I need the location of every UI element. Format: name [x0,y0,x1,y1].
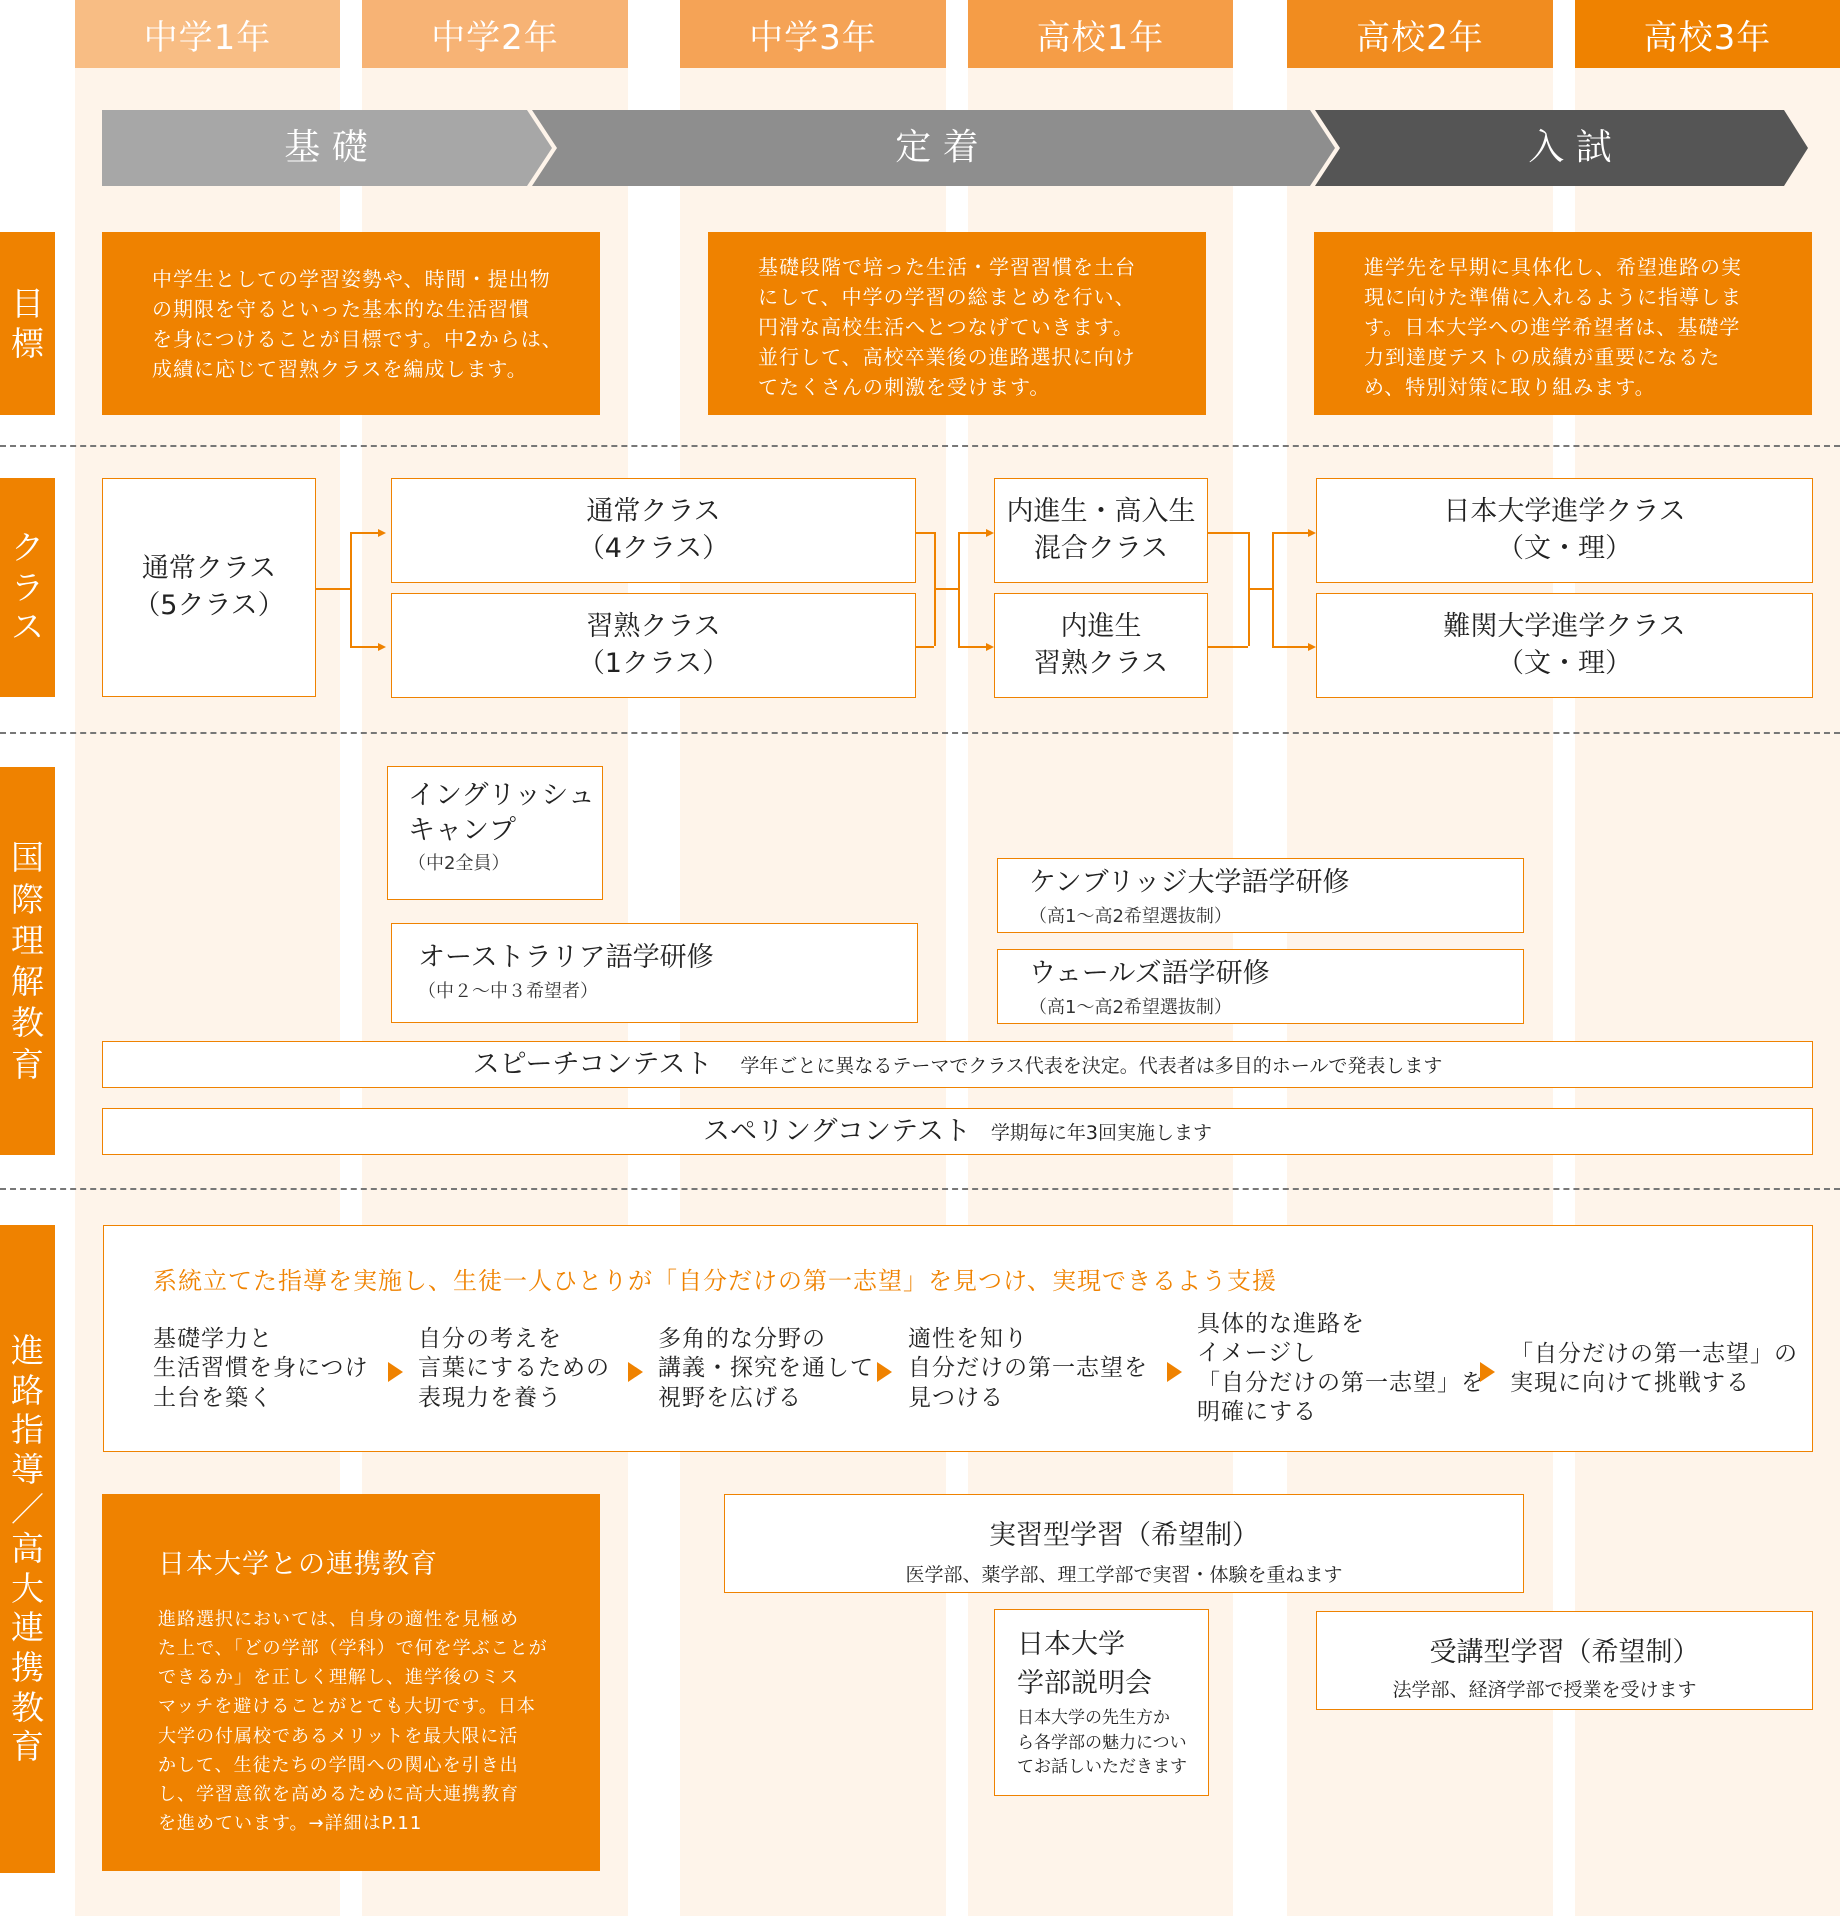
class-c1-line1: 通常クラス [141,553,277,585]
class-c2b-line1: 習熟クラス [586,611,721,643]
intl-australia-title: オーストラリア語学研修 [418,942,714,973]
category-goal: 目 標 [0,232,55,415]
intl-cambridge-box [997,858,1524,933]
step-arrow-2 [628,1362,643,1382]
lecture-box [1316,1611,1813,1710]
intl-speech-desc: 学年ごとに異なるテーマでクラス代表を決定。代表者は多目的ホールで発表します [740,1055,1443,1077]
intl-speech-title: スピーチコンテスト [472,1048,713,1080]
practical-box [724,1494,1524,1593]
connector-c3-out-bot [1208,646,1248,648]
career-headline: 系統立てた指導を実施し、生徒一人ひとりが「自分だけの第一志望」を見つけ、実現できるよう支援 [153,1267,1278,1295]
class-box-c4a [1316,478,1813,583]
step-arrow-1 [388,1362,403,1382]
class-box-c3a [994,478,1208,583]
year-header-1: 中学1年 [75,0,340,68]
intl-camp-sub: （中2全員） [408,853,510,875]
phase-kiso-label: 基 礎 [284,127,368,168]
connector-c2-bot [916,646,934,648]
category-career: 進 路 指 導 ／ 高 大 連 携 教 育 [0,1225,55,1873]
class-c3b-line1: 内進生 [1060,611,1142,643]
intl-cambridge-sub: （高1～高2希望選抜制） [1029,906,1232,928]
arrow-c3b [986,643,994,651]
phase-teichaku-label: 定 着 [895,127,979,168]
goal-teichaku: 基礎段階で培った生活・学習習慣を土台 にして、中学の学習の総まとめを行い、 円滑な高校生活へとつなげていきます。 並行して、高校卒業後の進路選択に向け てたくさんの刺激を受けます。 [708,232,1206,415]
step-arrow-4 [1167,1362,1182,1382]
class-c2a-line2: （4クラス） [577,532,730,564]
connector-c1-out [316,588,350,590]
nichidai-box [102,1494,600,1871]
category-intl: 国 際 理 解 教 育 [0,767,55,1155]
connector-c3-out-mid [1248,588,1272,590]
nichidai-title: 日本大学との連携教育 [158,1549,438,1580]
career-step-5: 具体的な進路を イメージし 「自分だけの第一志望」を 明確にする [1197,1311,1485,1426]
arrow-c2b [378,643,386,651]
class-box-c4b [1316,593,1813,698]
career-step-6: 「自分だけの第一志望」の 実現に向けて挑戦する [1510,1341,1798,1397]
connector-c4b-entry [1272,646,1308,648]
connector-c3-vert [958,532,960,646]
briefing-title2: 学部説明会 [1017,1668,1152,1699]
intl-cambridge-title: ケンブリッジ大学語学研修 [1029,867,1350,898]
intl-camp-title2: キャンプ [408,815,516,847]
class-c3a-line1: 内進生・高入生 [1006,496,1196,528]
connector-c2-mid [934,588,958,590]
career-step-2: 自分の考えを 言葉にするための 表現力を養う [418,1326,610,1411]
class-c3a-line2: 混合クラス [1033,532,1169,564]
intl-speech-box [102,1041,1813,1088]
class-box-c2b [391,593,916,698]
lecture-sub: 法学部、経済学部で授業を受けます [1392,1679,1697,1701]
category-class: ク ラ ス [0,478,55,697]
phase-arrows [0,108,1840,188]
class-c4b-line2: （文・理） [1497,647,1632,679]
phase-nyushi-label: 入 試 [1528,127,1612,168]
class-box-c1 [102,478,316,697]
arrow-c4a [1308,529,1316,537]
arrow-c2a [378,529,386,537]
goal-nyushi: 進学先を早期に具体化し、希望進路の実 現に向けた準備に入れるように指導しま す。日本大学への進学希望者は、基礎学 力到達度テストの成績が重要になるた め、特別対策に取り組みます。 [1314,232,1812,415]
career-step-3: 多角的な分野の 講義・探究を通して 視野を広げる [658,1326,874,1411]
career-step-1: 基礎学力と 生活習慣を身につけ 土台を築く [153,1326,369,1411]
class-c4a-line1: 日本大学進学クラス [1443,496,1686,528]
year-header-5: 高校2年 [1287,0,1553,68]
connector-c3b-entry [958,646,986,648]
nichidai-body: 進路選択においては、自身の適性を見極め た上で、「どの学部（学科）で何を学ぶことが できるか」を正しく理解し、進学後のミス マッチを避けることがとても大切です。日本 大学の付属校であるメリットを最大限に活 かして、生徒たちの学問への関心を引き出 し、学習意欲を高めるために高大連携教育 を進めています。→詳細はP.11 [158,1609,548,1835]
connector-c1-top [350,532,378,534]
year-header-6: 高校3年 [1575,0,1840,68]
practical-sub: 医学部、薬学部、理工学部で実習・体験を重ねます [905,1564,1343,1586]
lecture-title: 受講型学習（希望制） [1429,1637,1700,1668]
intl-australia-box [391,923,918,1023]
intl-spelling-box [102,1108,1813,1155]
class-box-c3b [994,593,1208,698]
intl-spelling-title: スペリングコンテスト [703,1115,971,1147]
briefing-body: 日本大学の先生方か ら各学部の魅力につい てお話しいただきます [1017,1708,1187,1778]
intl-spelling-desc: 学期毎に年3回実施します [990,1122,1212,1144]
connector-c2-top [916,532,934,534]
career-step-4: 適性を知り 自分だけの第一志望を 見つける [908,1326,1148,1411]
goal-kiso: 中学生としての学習姿勢や、時間・提出物 の期限を守るといった基本的な生活習慣 を身につけることが目標です。中2からは、 成績に応じて習熟クラスを編成します。 [102,232,600,415]
practical-title: 実習型学習（希望制） [989,1520,1259,1551]
connector-c4-vert [1272,532,1274,646]
connector-c1-vert [350,532,352,646]
intl-wales-title: ウェールズ語学研修 [1029,958,1270,989]
year-header-2: 中学2年 [362,0,628,68]
connector-c3a-entry [958,532,986,534]
intl-camp-title1: イングリッシュ [408,780,595,811]
intl-australia-sub: （中２～中３希望者） [418,981,598,1003]
class-c3b-line2: 習熟クラス [1033,647,1169,679]
connector-c1-bot [350,646,378,648]
separator-2 [0,732,1840,734]
class-c4b-line1: 難関大学進学クラス [1443,611,1686,643]
class-c1-line2: （5クラス） [133,589,285,621]
intl-wales-sub: （高1～高2希望選抜制） [1029,997,1232,1019]
step-arrow-3 [877,1362,892,1382]
intl-camp-box [387,766,603,900]
arrow-c3a [986,529,994,537]
step-arrow-5 [1480,1362,1495,1382]
year-header-3: 中学3年 [680,0,946,68]
connector-c3-out-top [1208,532,1248,534]
class-c2b-line2: （1クラス） [577,647,730,679]
separator-1 [0,445,1840,447]
class-box-c2a [391,478,916,583]
separator-3 [0,1188,1840,1190]
class-c2a-line1: 通常クラス [586,496,721,528]
year-header-4: 高校1年 [968,0,1233,68]
connector-c4a-entry [1272,532,1308,534]
intl-wales-box [997,949,1524,1024]
briefing-box [994,1609,1209,1796]
briefing-title1: 日本大学 [1017,1629,1125,1660]
class-c4a-line2: （文・理） [1497,532,1632,564]
arrow-c4b [1308,643,1316,651]
